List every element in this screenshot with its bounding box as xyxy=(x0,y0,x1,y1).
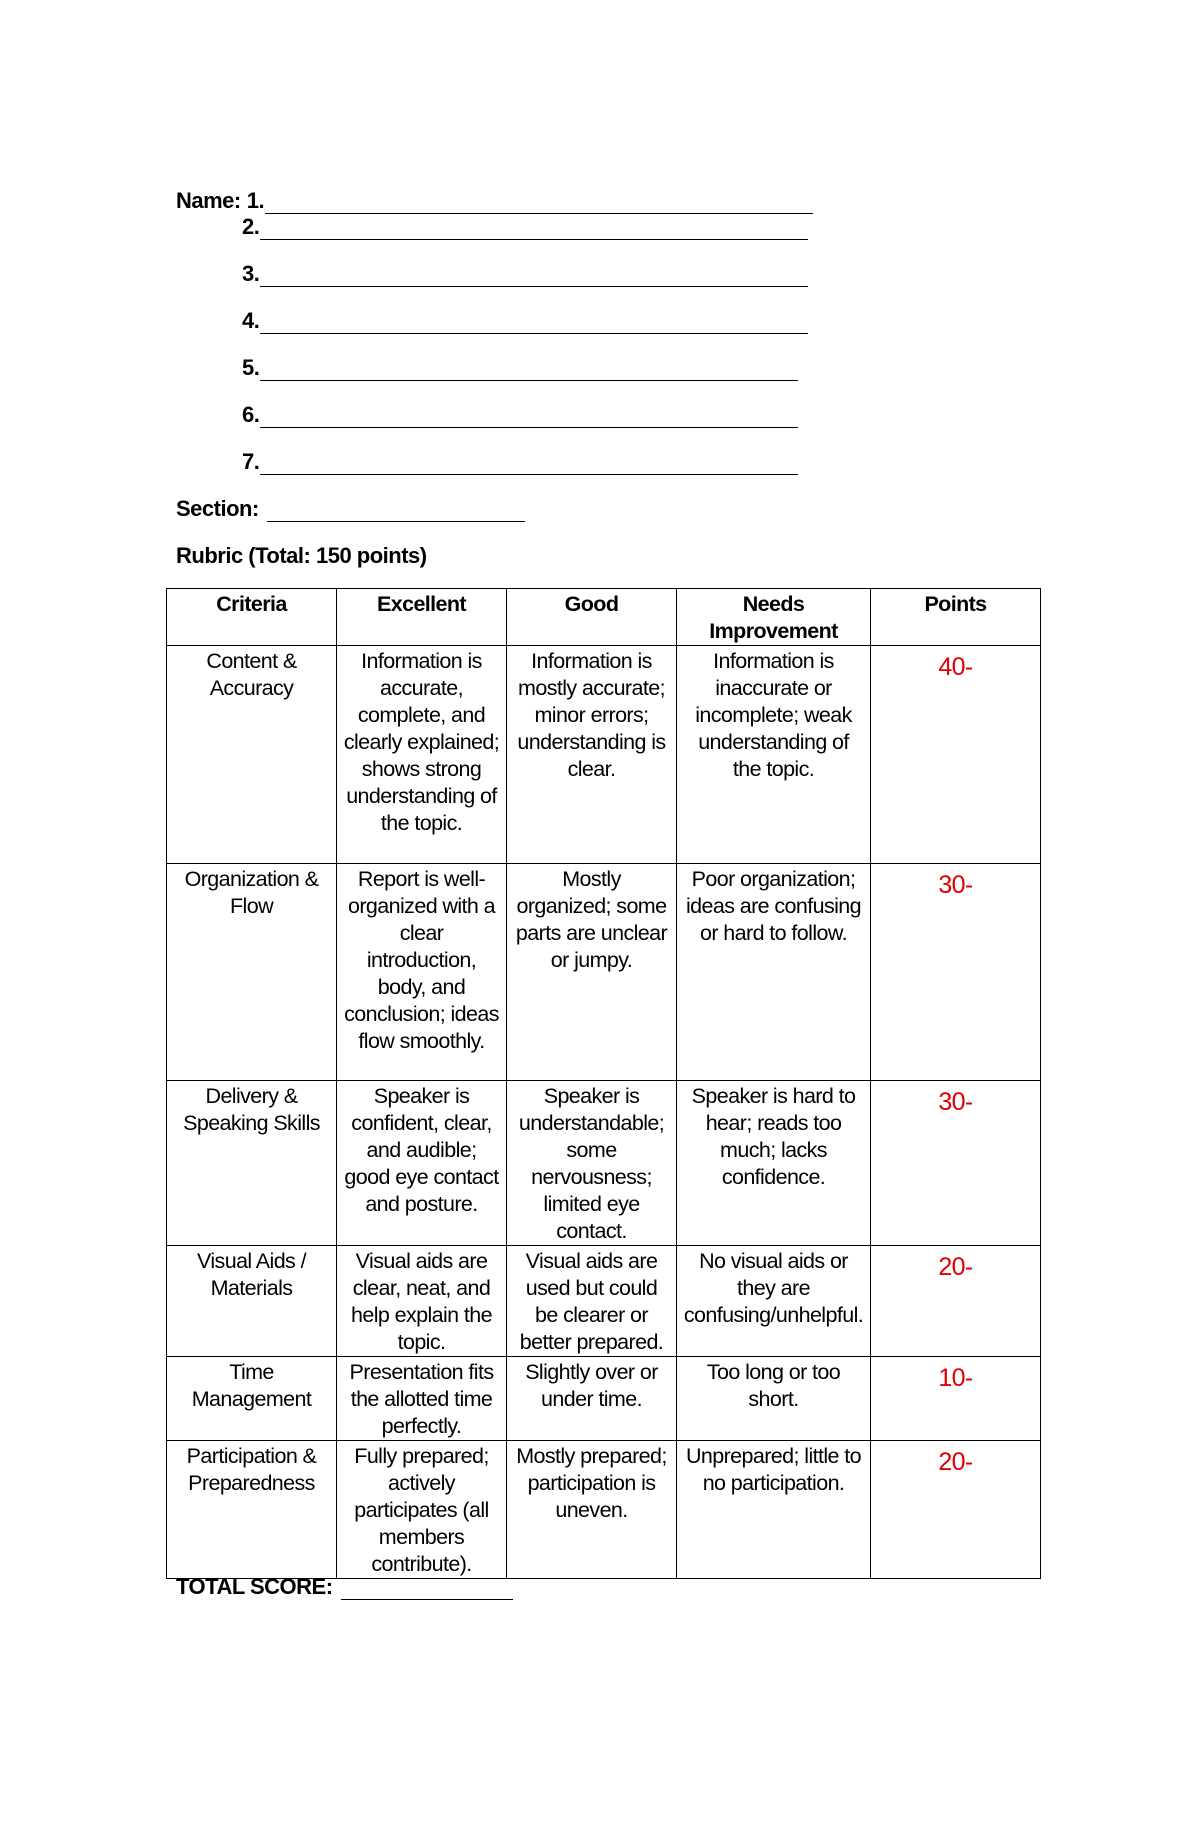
member-row xyxy=(242,402,798,428)
criteria-cell: Organization & Flow xyxy=(167,864,337,1081)
member-number: 4. xyxy=(242,308,260,333)
member-number: 2. xyxy=(242,214,260,239)
criteria-cell: Participation & Preparedness xyxy=(167,1441,337,1579)
points-cell: 30- xyxy=(871,864,1041,1081)
needs-improvement-cell: Speaker is hard to hear; reads too much; lacks confidence. xyxy=(677,1081,871,1246)
member-line[interactable] xyxy=(260,454,798,475)
rubric-title: Rubric (Total: 150 points) xyxy=(176,543,427,568)
rubric-table xyxy=(166,588,1041,1579)
total-score-line[interactable] xyxy=(341,1579,513,1600)
member-row xyxy=(242,449,798,475)
good-cell: Slightly over or under time. xyxy=(507,1357,677,1441)
good-cell: Speaker is understandable; some nervousness; limited eye contact. xyxy=(507,1081,677,1246)
member-line[interactable] xyxy=(265,193,813,214)
header-needs-improvement: Needs Improvement xyxy=(677,589,871,646)
member-row xyxy=(242,214,808,240)
member-line[interactable] xyxy=(260,266,808,287)
section-line[interactable] xyxy=(267,501,525,522)
header-excellent: Excellent xyxy=(337,589,507,646)
excellent-cell: Information is accurate, complete, and clearly explained; shows strong understanding of the topic. xyxy=(337,646,507,864)
criteria-cell: Visual Aids / Materials xyxy=(167,1246,337,1357)
points-cell: 30- xyxy=(871,1081,1041,1246)
excellent-cell: Speaker is confident, clear, and audible; good eye contact and posture. xyxy=(337,1081,507,1246)
member-line[interactable] xyxy=(260,219,808,240)
member-number: 6. xyxy=(242,402,260,427)
header-good: Good xyxy=(507,589,677,646)
good-cell: Mostly organized; some parts are unclear or jumpy. xyxy=(507,864,677,1081)
member-row xyxy=(242,308,808,334)
needs-improvement-cell: Too long or too short. xyxy=(677,1357,871,1441)
excellent-cell: Fully prepared; actively participates (all members contribute). xyxy=(337,1441,507,1579)
name-label: Name: xyxy=(176,188,241,213)
member-number: 3. xyxy=(242,261,260,286)
header-points: Points xyxy=(871,589,1041,646)
member-number: 1. xyxy=(246,188,265,213)
header-criteria: Criteria xyxy=(167,589,337,646)
excellent-cell: Report is well-organized with a clear introduction, body, and conclusion; ideas flow smoothly. xyxy=(337,864,507,1081)
table-row xyxy=(167,1081,1041,1246)
member-line[interactable] xyxy=(260,407,798,428)
points-cell: 10- xyxy=(871,1357,1041,1441)
member-line[interactable] xyxy=(260,313,808,334)
criteria-cell: Delivery & Speaking Skills xyxy=(167,1081,337,1246)
table-row xyxy=(167,646,1041,864)
member-row xyxy=(242,355,798,381)
section-row xyxy=(176,496,525,522)
excellent-cell: Visual aids are clear, neat, and help explain the topic. xyxy=(337,1246,507,1357)
member-row xyxy=(242,261,808,287)
needs-improvement-cell: No visual aids or they are confusing/unhelpful. xyxy=(677,1246,871,1357)
table-row xyxy=(167,1441,1041,1579)
member-line[interactable] xyxy=(260,360,798,381)
good-cell: Visual aids are used but could be clearer or better prepared. xyxy=(507,1246,677,1357)
needs-improvement-cell: Unprepared; little to no participation. xyxy=(677,1441,871,1579)
points-cell: 40- xyxy=(871,646,1041,864)
points-cell: 20- xyxy=(871,1246,1041,1357)
excellent-cell: Presentation fits the allotted time perfectly. xyxy=(337,1357,507,1441)
table-row xyxy=(167,864,1041,1081)
points-cell: 20- xyxy=(871,1441,1041,1579)
criteria-cell: Content & Accuracy xyxy=(167,646,337,864)
name-row xyxy=(176,188,813,214)
total-score-label: TOTAL SCORE: xyxy=(176,1574,333,1599)
needs-improvement-cell: Poor organization; ideas are confusing or hard to follow. xyxy=(677,864,871,1081)
member-number: 5. xyxy=(242,355,260,380)
table-row xyxy=(167,1246,1041,1357)
criteria-cell: Time Management xyxy=(167,1357,337,1441)
section-label: Section: xyxy=(176,496,259,521)
total-score-row xyxy=(176,1574,513,1600)
table-row xyxy=(167,1357,1041,1441)
table-header-row xyxy=(167,589,1041,646)
member-number: 7. xyxy=(242,449,260,474)
needs-improvement-cell: Information is inaccurate or incomplete; weak understanding of the topic. xyxy=(677,646,871,864)
good-cell: Information is mostly accurate; minor errors; understanding is clear. xyxy=(507,646,677,864)
good-cell: Mostly prepared; participation is uneven. xyxy=(507,1441,677,1579)
